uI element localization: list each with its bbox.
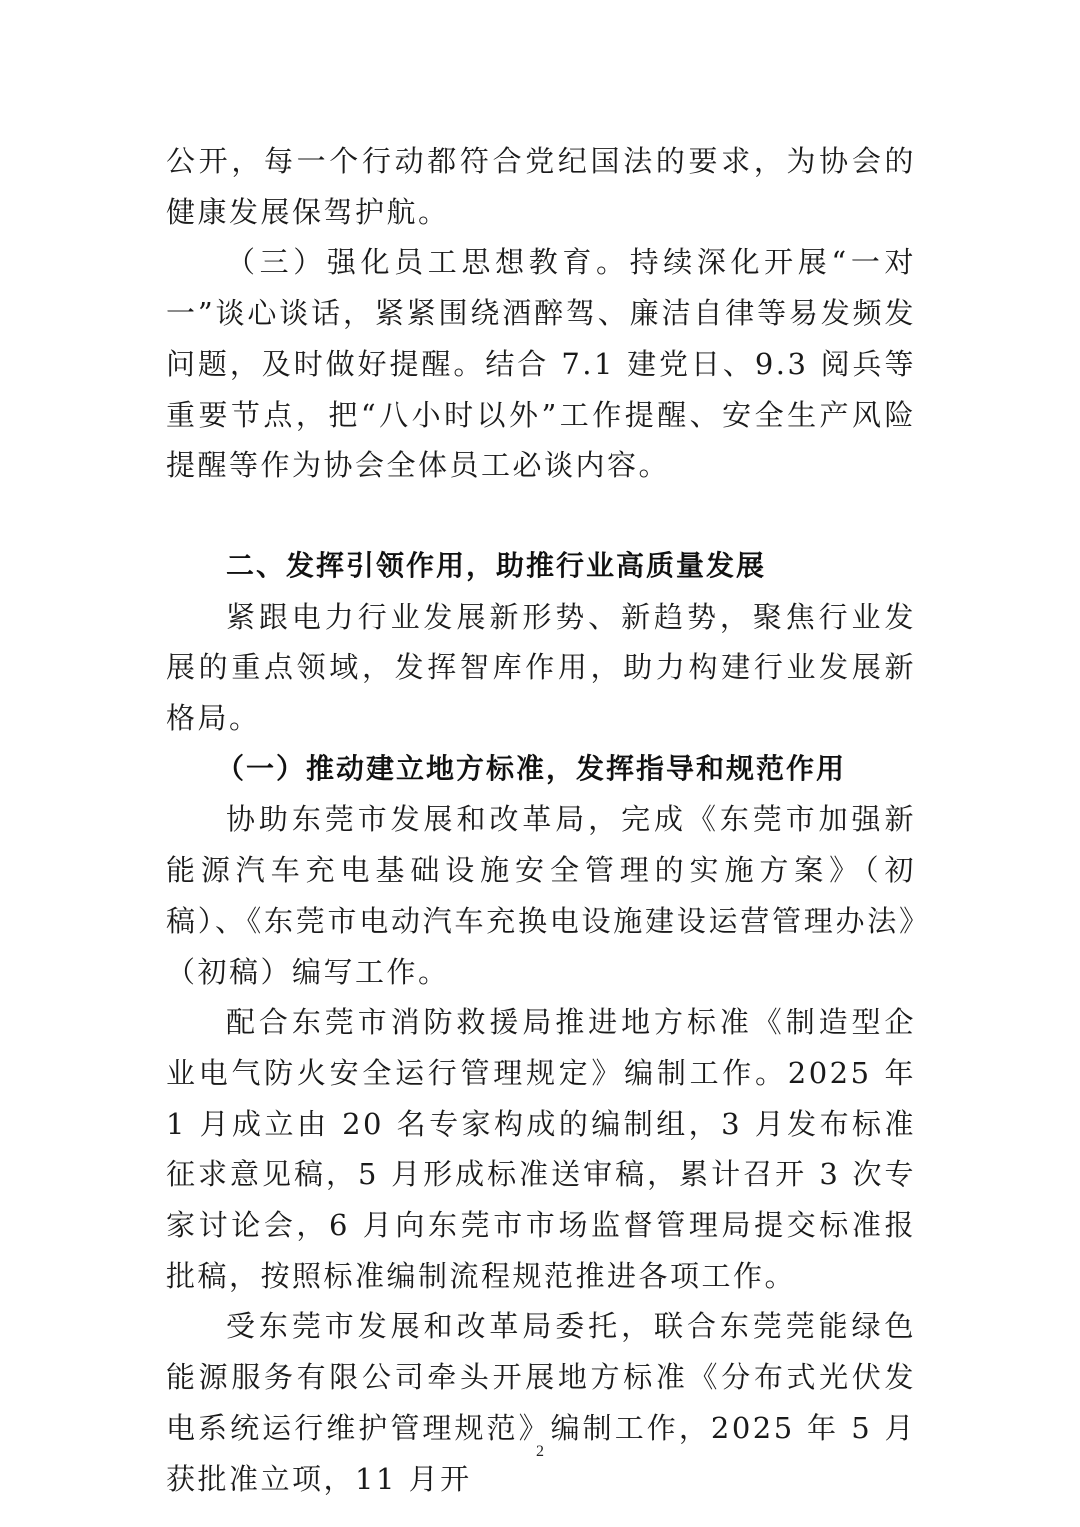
page-number: 2 [536, 1443, 544, 1460]
paragraph-6: 受东莞市发展和改革局委托，联合东莞莞能绿色能源服务有限公司牵头开展地方标准《分布式光伏发电系统运行维护管理规范》编制工作，2025 年 5 月获批准立项，11 月开 [166, 1309, 916, 1496]
subsection-heading: （一）推动建立地方标准，发挥指导和规范作用 [216, 751, 847, 785]
section-gap [166, 491, 916, 541]
paragraph-3: 紧跟电力行业发展新形势、新趋势，聚焦行业发展的重点领域，发挥智库作用，助力构建行业发展新格局。 [166, 599, 916, 736]
document-body [166, 136, 916, 1504]
paragraph-4: 协助东莞市发展和改革局，完成《东莞市加强新能源汽车充电基础设施安全管理的实施方案》（初稿）、《东莞市电动汽车充换电设施建设运营管理办法》（初稿）编写工作。 [166, 802, 916, 989]
paragraph-5: 配合东莞市消防救援局推进地方标准《制造型企业电气防火安全运行管理规定》编制工作。2025 年 1 月成立由 20 名专家构成的编制组，3 月发布标准征求意见稿，5 月形成标准送审稿，累计召开 3 次专家讨论会，6 月向东莞市市场监督管理局提交标准报批稿，按照标准编制流程规范推进各项工作。 [166, 1005, 916, 1293]
section-heading: 二、发挥引领作用，助推行业高质量发展 [226, 548, 767, 582]
paragraph-1: 公开，每一个行动都符合党纪国法的要求，为协会的健康发展保驾护航。 [166, 144, 916, 229]
paragraph-2: （三）强化员工思想教育。持续深化开展“一对一”谈心谈话，紧紧围绕酒醉驾、廉洁自律等易发频发问题，及时做好提醒。结合 7.1 建党日、9.3 阅兵等重要节点，把“八小时以外”工作提醒、安全生产风险提醒等作为协会全体员工必谈内容。 [166, 245, 916, 483]
